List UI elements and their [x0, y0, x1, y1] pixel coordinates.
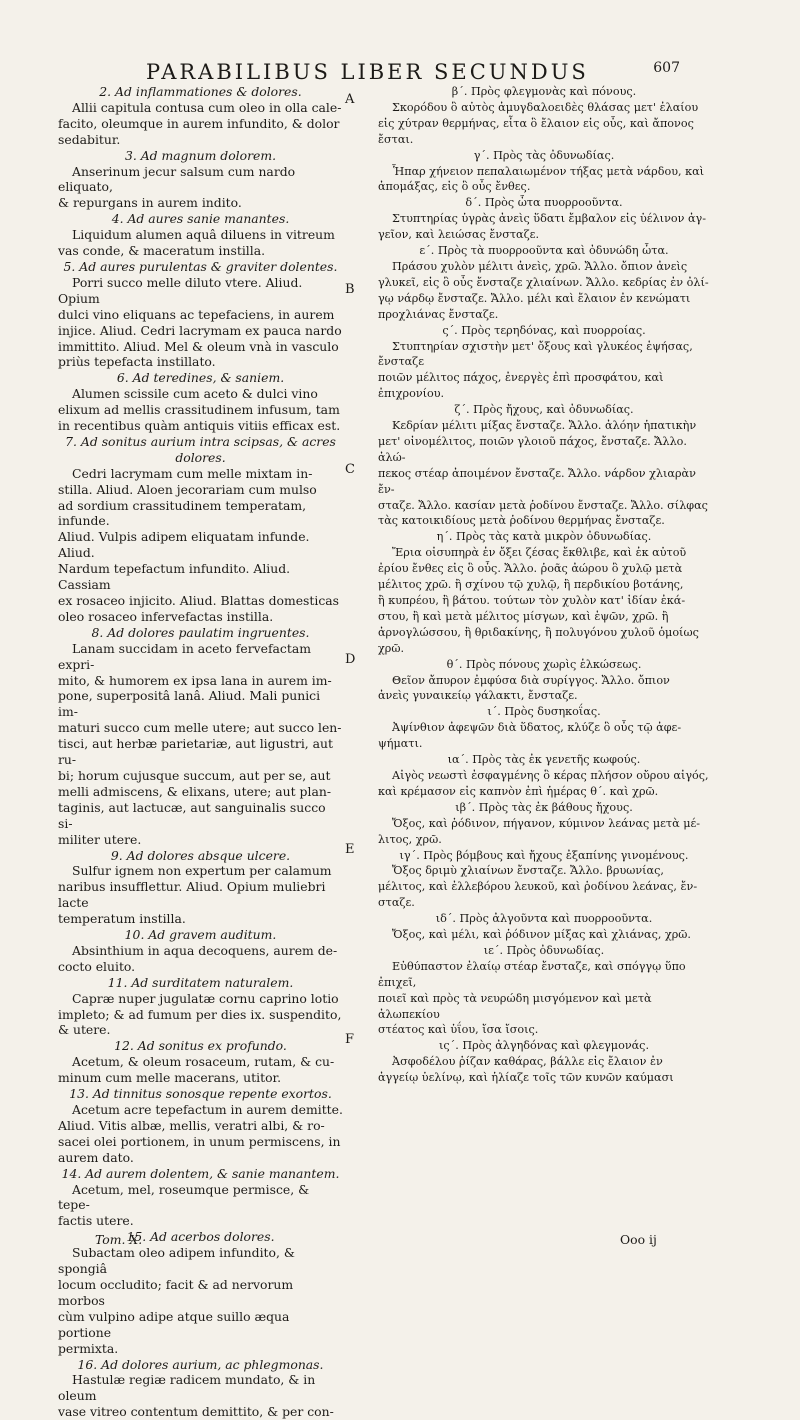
text-line: προχλιάνας ἔνσταζε. [378, 307, 499, 321]
text-line: Anserinum jecur salsum cum nardo eliquato, [58, 163, 296, 195]
text-line: temperatum instilla. [58, 911, 186, 927]
text-line: Cedri lacrymam cum melle mixtam in- [72, 465, 313, 481]
section-heading: ιε΄. Πρὸς ὀδυνωδίας. [483, 943, 605, 957]
running-title: PARABILIBUS LIBER SECUNDUS [146, 60, 589, 84]
text-line: Ὄξος, καὶ μέλι, καὶ ῥόδινον μίξας καὶ χλιάνας, χρῶ. [392, 928, 691, 942]
section-heading: β΄. Πρὸς φλεγμονὰς καὶ πόνους. [451, 85, 637, 98]
text-line: Subactam oleo adipem infundito, & spongiâ [58, 1245, 295, 1277]
section-heading: ι΄. Πρὸς δυσηκοΐας. [487, 705, 601, 719]
section-heading: 14. Ad aurem dolentem, & sanie manantem. [61, 1165, 340, 1181]
section-heading: 3. Ad magnum dolorem. [124, 147, 277, 163]
text-line: dulci vino eliquans ac tepefaciens, in aurem [58, 306, 335, 322]
text-line: bi; horum cujusque succum, aut per se, aut [58, 767, 331, 783]
text-line: Alumen scissile cum aceto & dulci vino [72, 386, 318, 402]
text-line: oleo rosaceo infervefactas instilla. [58, 608, 274, 624]
text-line: ἀπομάξας, εἰς ὃ οὖς ἔνθες. [378, 180, 531, 194]
gathering-signature: Ooo ij [620, 1232, 657, 1247]
text-line: sacei olei portionem, in unum permiscens, in [58, 1133, 341, 1149]
margin-letter: B [345, 282, 355, 297]
text-line: Αἰγὸς νεωστὶ ἐσφαγμένης ὃ κέρας πλήσον οὔρου αἰγός, [392, 768, 709, 782]
text-line: Πράσου χυλὸν μέλιτι ἀνεὶς, χρῶ. Ἄλλο. ὄπιον ἀνεὶς [392, 259, 688, 273]
section-heading: 7. Ad sonitus aurium intra scipsas, & acres [65, 433, 336, 449]
text-line: μέλιτος, καὶ ἐλλεβόρου λευκοῦ, καὶ ῥοδίνου λεάνας, ἔν- [378, 880, 698, 894]
text-line: πεκος στέαρ ἀποιμένον ἔνσταζε. Ἄλλο. νάρδον χλιαρὰν ἔν- [378, 466, 696, 496]
section-heading: 2. Ad inflammationes & dolores. [99, 84, 302, 99]
section-heading: ις΄. Πρὸς ἀλγηδόνας καὶ φλεγμονάς. [438, 1039, 649, 1053]
running-header [120, 60, 680, 86]
text-line: sedabitur. [58, 131, 121, 147]
text-line: ex rosaceo injicito. Aliud. Blattas domesticas [58, 593, 340, 608]
text-line: Ἀψίνθιον ἀφεψῶν διὰ ὕδατος, κλύζε ὃ οὖς τῷ ἀφε- [392, 721, 682, 735]
section-heading: 5. Ad aures purulentas & graviter dolentes. [63, 258, 338, 274]
section-heading: η΄. Πρὸς τὰς κατὰ μικρὸν ὀδυνωδίας. [436, 530, 652, 544]
text-line: tisci, aut herbæ parietariæ, aut ligustri, aut ru- [58, 736, 334, 768]
volume-signature: Tom. X. [95, 1232, 143, 1247]
text-line: taginis, aut lactucæ, aut sanguinalis succo si- [58, 799, 326, 831]
text-line: cùm vulpino adipe atque suillo æqua portione [58, 1308, 290, 1340]
text-line: Ἔρια οἰσυπηρὰ ἐν ὄξει ζέσας ἔκθλιβε, καὶ ἐκ αὐτοῦ [392, 546, 687, 560]
text-line: γεῖον, καὶ λειώσας ἔνσταζε. [378, 228, 540, 242]
text-line: ad sordium crassitudinem temperatam, infunde. [58, 497, 307, 529]
page-number: 607 [653, 60, 680, 76]
section-heading: ε΄. Πρὸς τὰ πυορροοῦντα καὶ ὀδυνώδη ὦτα. [419, 244, 669, 258]
text-line: ψήματι. [378, 737, 423, 751]
text-line: vas conde, & maceratum instilla. [58, 243, 266, 259]
text-line: Hastulæ regiæ radicem mundato, & in oleum [58, 1372, 316, 1404]
text-line: Nardum tepefactum infundito. Aliud. Cassiam [58, 561, 291, 593]
text-line: Ἧπαρ χήνειον πεπαλαιωμένον τήξας μετὰ νάρδου, καὶ [392, 164, 705, 178]
text-line: maturi succo cum melle utere; aut succo len- [58, 720, 342, 736]
text-line: mito, & humorem ex ipsa lana in aurem im- [58, 672, 332, 688]
margin-letter: C [345, 462, 355, 477]
text-line: priùs tepefacta instillato. [58, 354, 216, 370]
text-line: Ὄξος, καὶ ῥόδινον, πήγανον, κύμινον λεάνας μετὰ μέ- [392, 816, 701, 830]
text-line: Στυπτηρίας ὑγρὰς ἀνεὶς ὕδατι ἔμβαλον εἰς ὑέλινον ἀγ- [392, 212, 706, 226]
text-line: σταζε. Ἄλλο. κασίαν μετὰ ῥοδίνου ἔνσταζε. Ἄλλο. σίλφας [378, 498, 708, 512]
text-line: Absinthium in aqua decoquens, aurem de- [72, 942, 338, 958]
text-line: ποιεῖ καὶ πρὸς τὰ νευρώδη μισγόμενον καὶ μετὰ ἀλωπεκίου [378, 991, 652, 1021]
text-line: Allii capitula contusa cum oleo in olla cale- [72, 99, 342, 115]
text-line: melli admiscens, & elixans, utere; aut plan- [58, 783, 331, 799]
text-line: Aliud. Vulpis adipem eliquatam infunde. Aliud. [58, 529, 310, 561]
text-line: σταζε. [378, 896, 415, 910]
section-heading: 12. Ad sonitus ex profundo. [114, 1038, 287, 1054]
margin-letter: D [345, 652, 356, 667]
text-line: & utere. [58, 1022, 111, 1038]
section-heading: 9. Ad dolores absque ulcere. [110, 847, 291, 863]
text-line: pone, superpositâ lanâ. Aliud. Mali punici im- [58, 688, 321, 720]
text-line: cocto eluito. [58, 958, 136, 974]
section-heading: 4. Ad aures sanie manantes. [111, 211, 290, 227]
text-line: minum cum melle macerans, utitor. [58, 1070, 282, 1086]
text-line: Porri succo melle diluto vtere. Aliud. Opium [58, 274, 303, 306]
section-heading: ς΄. Πρὸς τερηδόνας, καὶ πυορροίας. [442, 323, 646, 337]
text-line: Σκορόδου ὃ αὐτὸς ἀμυγδαλοειδὲς θλάσας μετ' ἐλαίου [392, 100, 699, 114]
margin-letter: E [345, 842, 355, 857]
text-line: ἢ κυπρέου, ἢ βάτου. τούτων τὸν χυλὸν κατ' ἰδίαν ἐκά- [378, 594, 686, 607]
section-heading: 8. Ad dolores paulatim ingruentes. [91, 624, 310, 640]
section-heading: δ΄. Πρὸς ὦτα πυορροοῦντα. [465, 196, 623, 210]
text-line: μετ' οἰνομέλιτος, ποιῶν γλοιοῦ πάχος, ἔνσταζε. Ἄλλο. ἀλώ- [378, 434, 687, 464]
section-heading: 10. Ad gravem auditum. [124, 927, 277, 943]
margin-letter: A [345, 92, 355, 107]
text-line: ἀρνογλώσσου, ἢ θριδακίνης, ἢ πολυγόνου χυλοῦ ὁμοίως [378, 625, 699, 639]
text-line: Ἀσφοδέλου ῥίζαν καθάρας, βάλλε εἰς ἔλαιον ἐν [392, 1055, 663, 1069]
text-line: & repurgans in aurem indito. [58, 195, 242, 211]
text-line: locum occludito; facit & ad nervorum morbos [58, 1276, 294, 1308]
text-line: elixum ad mellis crassitudinem infusum, tam [58, 402, 340, 418]
greek-column [378, 84, 710, 1086]
text-line: εἰς χύτραν θερμήνας, εἶτα ὃ ἔλαιον εἰς οὖς, καὶ ἄπονος ἔσται. [378, 116, 694, 146]
text-line: Acetum acre tepefactum in aurem demitte. [72, 1102, 343, 1117]
latin-column [58, 84, 343, 1420]
section-heading: ζ΄. Πρὸς ἤχους, καὶ ὀδυνωδίας. [454, 403, 634, 417]
text-line: Εὐθύπαστον ἐλαίῳ στέαρ ἔνσταζε, καὶ σπόγγῳ ὕπο ἐπιχεῖ, [378, 959, 686, 989]
text-line: λιτος, χρῶ. [378, 832, 442, 846]
text-line: καὶ κρέμασον εἰς καπνὸν ἐπὶ ἡμέρας θ΄. καὶ χρῶ. [378, 784, 659, 798]
text-line: injice. Aliud. Cedri lacrymam ex pauca nardo [58, 322, 342, 338]
section-heading: ιγ΄. Πρὸς βόμβους καὶ ἤχους ἐξαπίνης γινομένους. [399, 848, 689, 862]
section-heading: ια΄. Πρὸς τὰς ἐκ γενετῆς κωφούς. [447, 753, 641, 767]
text-line: immittito. Aliud. Mel & oleum vnà in vasculo [58, 338, 339, 354]
text-line: impleto; & ad fumum per dies ix. suspendito, [58, 1006, 342, 1022]
text-line: militer utere. [58, 831, 142, 847]
text-line: χρῶ. [378, 641, 405, 655]
section-heading: 11. Ad surditatem naturalem. [107, 974, 294, 990]
text-line: ἀνεὶς γυναικείῳ γάλακτι, ἔνσταζε. [378, 689, 578, 703]
text-line: in recentibus quàm antiquis vitiis efficax est. [58, 418, 341, 434]
text-line: stilla. Aliud. Aloen jecorariam cum mulso [58, 481, 317, 497]
section-heading: 15. Ad acerbos dolores. [126, 1229, 275, 1245]
section-heading: dolores. [175, 449, 226, 465]
text-line: factis utere. [58, 1213, 134, 1229]
text-line: μέλιτος χρῶ. ἢ σχίνου τῷ χυλῷ, ἢ περδικίου βοτάνης, [378, 578, 684, 592]
section-heading: 13. Ad tinnitus sonosque repente exortos. [69, 1086, 332, 1102]
text-line: Sulfur ignem non expertum per calamum [72, 863, 332, 879]
section-heading: 16. Ad dolores aurium, ac phlegmonas. [77, 1356, 324, 1372]
text-line: Acetum, & oleum rosaceum, rutam, & cu- [72, 1054, 335, 1070]
text-line: vase vitreo contentum demittito, & per con- [58, 1404, 334, 1420]
text-line: ἀγγείῳ ὑελίνῳ, καὶ ἡλίαζε τοῖς τῶν κυνῶν καύμασι [378, 1071, 674, 1085]
text-line: facito, oleumque in aurem infundito, & dolor [58, 115, 340, 131]
margin-letter: F [345, 1032, 355, 1047]
section-heading: γ΄. Πρὸς τὰς ὀδυνωδίας. [473, 148, 615, 162]
text-line: Acetum, mel, roseumque permisce, & tepe- [58, 1181, 310, 1213]
text-line: ἐρίου ἔνθες εἰς ὃ οὖς. Ἄλλο. ῥοᾶς ἀώρου ὃ χυλῷ μετὰ [378, 562, 683, 576]
text-line: τὰς κατοικιδίους μετὰ ῥοδίνου θερμήνας ἔνσταζε. [378, 514, 665, 528]
text-line: ποιῶν μέλιτος πάχος, ἐνεργὲς ἐπὶ προσφάτου, καὶ ἐπιχρονίου. [378, 371, 664, 401]
text-line: Capræ nuper jugulatæ cornu caprino lotio [72, 990, 339, 1006]
text-line: γῳ νάρδῳ ἔνσταζε. Ἄλλο. μέλι καὶ ἔλαιον ἐν κενώματι [378, 291, 691, 305]
text-line: aurem dato. [58, 1149, 134, 1165]
text-line: στου, ἢ καὶ μετὰ μέλιτος μίσγων, καὶ ἑψῶν, χρῶ. ἢ [378, 609, 669, 623]
text-line: Ὄξος δριμὺ χλιαίνων ἔνσταζε. Ἄλλο. βρυωνίας, [392, 864, 664, 878]
section-heading: 6. Ad teredines, & saniem. [116, 370, 285, 386]
text-line: Liquidum alumen aquâ diluens in vitreum [72, 227, 335, 243]
text-line: στέατος καὶ ὑΐου, ἴσα ἴσοις. [378, 1023, 539, 1037]
text-line: Στυπτηρίαν σχιστὴν μετ' ὄξους καὶ γλυκέος ἑψήσας, ἔνσταζε [378, 339, 693, 369]
text-line: Aliud. Vitis albæ, mellis, veratri albi, & ro- [58, 1117, 325, 1133]
section-heading: ιδ΄. Πρὸς ἀλγοῦντα καὶ πυορροοῦντα. [435, 912, 653, 926]
text-line: Θεῖον ἄπυρον ἐμφύσα διὰ συρίγγος. Ἄλλο. ὄπιον [392, 673, 670, 687]
text-line: permixta. [58, 1340, 119, 1356]
text-line: naribus insufflettur. Aliud. Opium muliebri lacte [58, 879, 326, 911]
text-line: Κεδρίαν μέλιτι μίξας ἔνσταζε. Ἄλλο. ἀλόην ἡπατικὴν [392, 419, 697, 433]
margin-letters [345, 0, 365, 1320]
text-line: Lanam succidam in aceto fervefactam expri- [58, 640, 311, 672]
section-heading: ιβ΄. Πρὸς τὰς ἐκ βάθους ἤχους. [455, 800, 633, 814]
text-line: γλυκεῖ, εἰς ὃ οὖς ἔνσταζε χλιαίνων. Ἄλλο. κεδρίας ἐν ὀλί- [378, 275, 709, 289]
section-heading: θ΄. Πρὸς πόνους χωρὶς ἑλκώσεως. [446, 657, 642, 671]
